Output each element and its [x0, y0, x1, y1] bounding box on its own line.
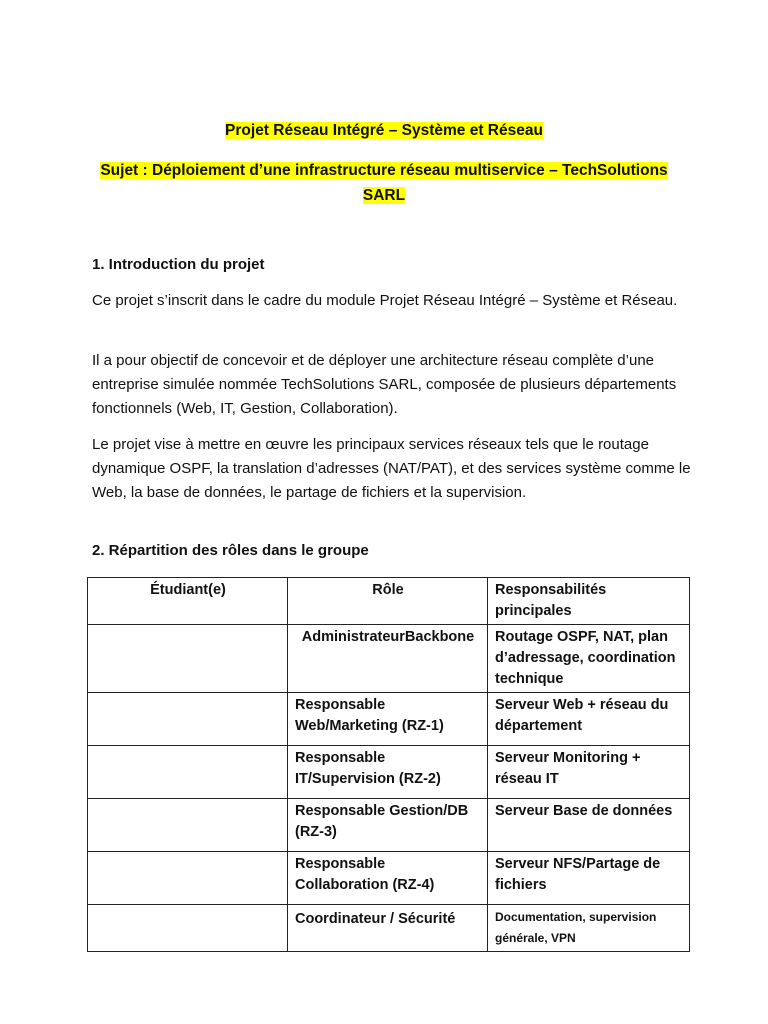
section-2-heading: 2. Répartition des rôles dans le groupe	[92, 542, 369, 559]
table-row	[88, 852, 690, 905]
table-row	[88, 799, 690, 852]
responsibilities-cell: Serveur Base de données	[488, 799, 690, 852]
table-row	[88, 693, 690, 746]
subject-line-2: SARL	[362, 187, 406, 204]
table-row	[88, 625, 690, 693]
document-title: Projet Réseau Intégré – Système et Réseau	[225, 122, 543, 139]
table-row	[88, 905, 690, 952]
subject-line-1: Sujet : Déploiement d’une infrastructure réseau multiservice – TechSolutions	[100, 162, 668, 179]
student-cell	[88, 905, 288, 952]
intro-paragraph-3: Le projet vise à mettre en œuvre les principaux services réseaux tels que le routage dynamique OSPF, la translation d’adresses (NAT/PAT), et des services système comme le Web, la base de données, le partage de fichiers et la supervision.	[92, 436, 691, 501]
role-cell: Responsable IT/Supervision (RZ-2)	[288, 746, 488, 799]
intro-paragraph-2: Il a pour objectif de concevoir et de déployer une architecture réseau complète d’une entreprise simulée nommée TechSolutions SARL, composée de plusieurs départements fonctionnels (Web, IT, Gestion, Collaboration).	[92, 352, 677, 417]
role-cell: Responsable Gestion/DB (RZ-3)	[288, 799, 488, 852]
header-responsibilities: Responsabilités principales	[488, 578, 690, 625]
role-cell: Responsable Web/Marketing (RZ-1)	[288, 693, 488, 746]
table-row	[88, 746, 690, 799]
header-role: Rôle	[288, 578, 488, 625]
role-cell: Coordinateur / Sécurité	[288, 905, 488, 952]
responsibilities-cell: Serveur Web + réseau du département	[488, 693, 690, 746]
student-cell	[88, 746, 288, 799]
responsibilities-cell: Serveur Monitoring + réseau IT	[488, 746, 690, 799]
student-cell	[88, 693, 288, 746]
responsibilities-cell: Routage OSPF, NAT, plan d’adressage, coordination technique	[488, 625, 690, 693]
student-cell	[88, 625, 288, 693]
document-subject	[80, 158, 688, 208]
table-header-row	[88, 578, 690, 625]
header-student: Étudiant(e)	[88, 578, 288, 625]
roles-table	[87, 577, 690, 952]
role-cell: AdministrateurBackbone	[288, 625, 488, 693]
role-cell: Responsable Collaboration (RZ-4)	[288, 852, 488, 905]
responsibilities-cell: Serveur NFS/Partage de fichiers	[488, 852, 690, 905]
student-cell	[88, 799, 288, 852]
responsibilities-cell: Documentation, supervision générale, VPN	[488, 905, 690, 952]
section-1-heading: 1. Introduction du projet	[92, 256, 265, 273]
student-cell	[88, 852, 288, 905]
intro-paragraph-1: Ce projet s’inscrit dans le cadre du module Projet Réseau Intégré – Système et Réseau.	[92, 292, 678, 309]
